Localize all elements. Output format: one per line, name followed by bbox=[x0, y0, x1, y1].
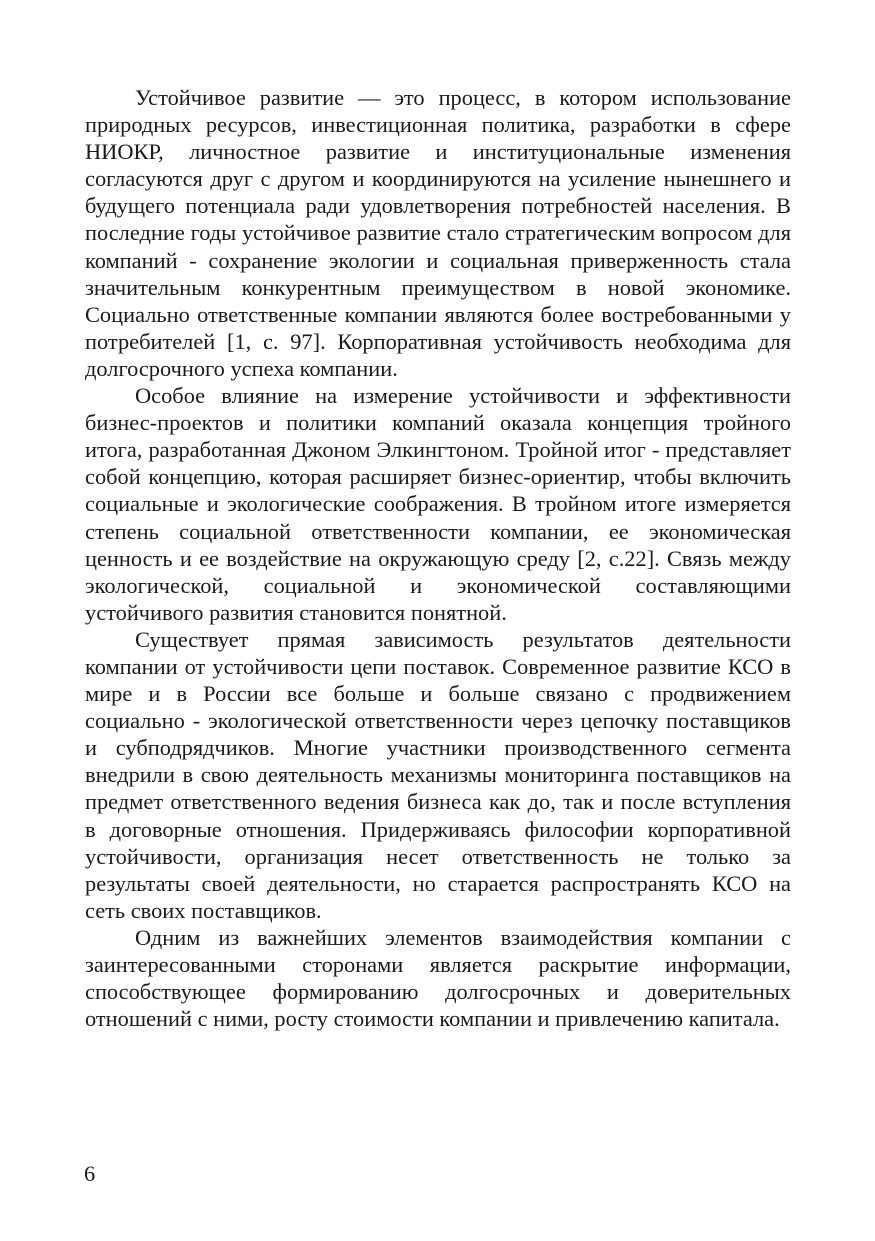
paragraph-triple-bottom-line: Особое влияние на измерение устойчивости и эффективности бизнес-проектов и политики компаний оказала концепция тройного итога, разработанная Джоном Элкингтоном. Тройной итог - представляет собой концепцию, которая расширяет бизнес-ориентир, чтобы включить социальные и экологические соображения. В тройном итоге измеряется степень социальной ответственности компании, ее экономическая ценность и ее воздействие на окружающую среду [2, с.22]. Связь между экологической, социальной и экономической составляющими устойчивого развития становится понятной. bbox=[85, 383, 791, 625]
paragraph-sustainable-development: Устойчивое развитие — это процесс, в котором использование природных ресурсов, инвестиционная политика, разработки в сфере НИОКР, личностное развитие и институциональные изменения согласуются друг с другом и координируются на усиление нынешнего и будущего потенциала ради удовлетворения потребностей населения. В последние годы устойчивое развитие стало стратегическим вопросом для компаний - сохранение экологии и социальная приверженность стала значительным конкурентным преимуществом в новой экономике. Социально ответственные компании являются более востребованными у потребителей [1, с. 97]. Корпоративная устойчивость необходима для долгосрочного успеха компании. bbox=[85, 85, 791, 381]
body-text bbox=[85, 84, 791, 1032]
page-number: 6 bbox=[84, 1161, 96, 1186]
paragraph-supply-chain: Существует прямая зависимость результатов деятельности компании от устойчивости цепи поставок. Современное развитие КСО в мире и в России все больше и больше связано с продвижением социально - экологической ответственности через цепочку поставщиков и субподрядчиков. Многие участники производственного сегмента внедрили в свою деятельность механизмы мониторинга поставщиков на предмет ответственного ведения бизнеса как до, так и после вступления в договорные отношения. Придерживаясь философии корпоративной устойчивости, организация несет ответственность не только за результаты своей деятельности, но старается распространять КСО на сеть своих поставщиков. bbox=[85, 626, 791, 923]
paragraph-disclosure: Одним из важнейших элементов взаимодействия компании с заинтересованными сторонами является раскрытие информации, способствующее формированию долгосрочных и доверительных отношений с ними, росту стоимости компании и привлечению капитала. bbox=[85, 924, 791, 1032]
